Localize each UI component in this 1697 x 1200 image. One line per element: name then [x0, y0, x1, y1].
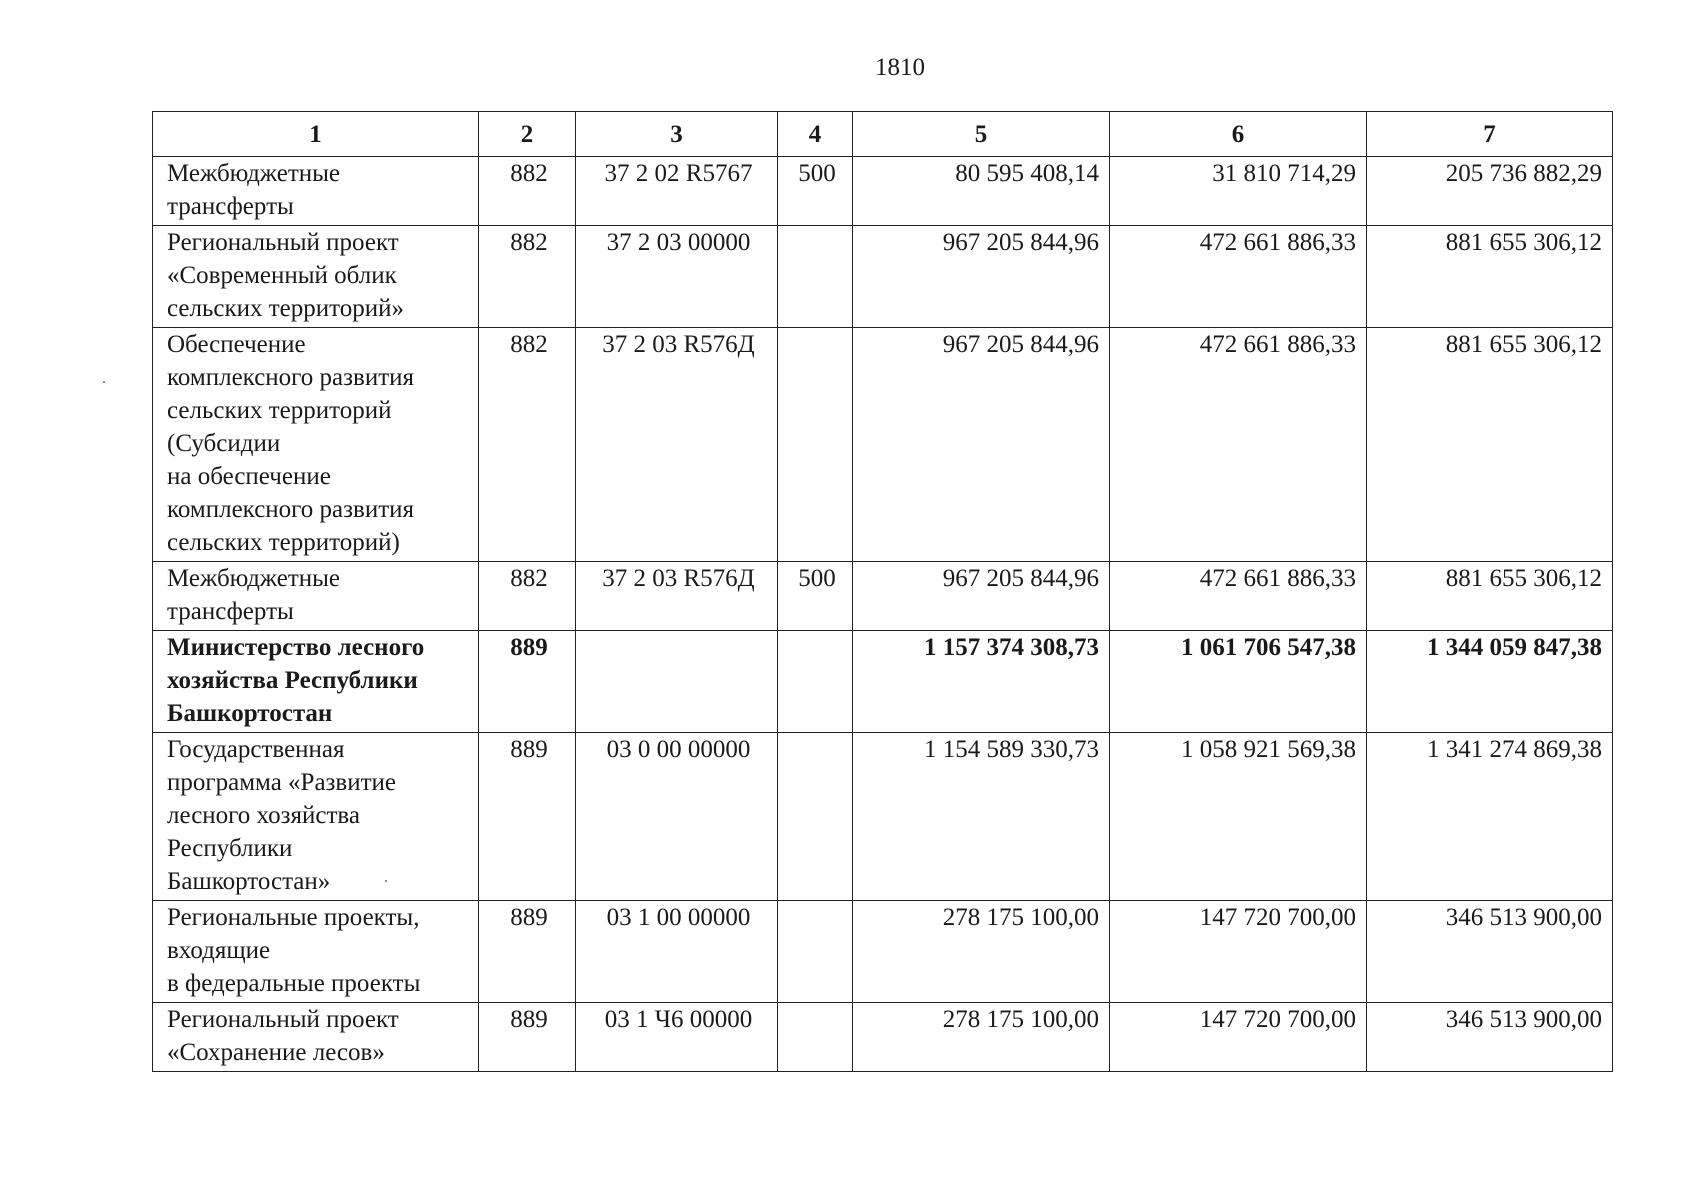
amount-col5-cell: 1 154 589 330,73: [853, 733, 1110, 901]
amount-col7-cell: 1 344 059 847,38: [1367, 631, 1613, 733]
amount-col6-cell: 472 661 886,33: [1110, 226, 1367, 328]
row-name-line: Министерство лесного: [167, 634, 425, 661]
row-name-cell: [153, 1003, 479, 1072]
row-name-line: входящие: [167, 937, 271, 964]
row-name-cell: [153, 226, 479, 328]
table-row: [153, 733, 1613, 901]
amount-col7-cell: 881 655 306,12: [1367, 562, 1613, 631]
amount-col5-cell: 1 157 374 308,73: [853, 631, 1110, 733]
amount-col7-cell: 346 513 900,00: [1367, 1003, 1613, 1072]
amount-col6-cell: 147 720 700,00: [1110, 1003, 1367, 1072]
table-row: [153, 328, 1613, 562]
page-number-text: 1810: [875, 54, 925, 81]
amount-col6-cell: 1 058 921 569,38: [1110, 733, 1367, 901]
target-item-code-cell: 03 1 00 00000: [576, 901, 778, 1003]
target-item-code-cell: 37 2 03 00000: [576, 226, 778, 328]
target-item-code-cell: 37 2 02 R5767: [576, 157, 778, 226]
target-item-code-cell: 37 2 03 R576Д: [576, 562, 778, 631]
expense-type-code-cell: [778, 226, 853, 328]
expense-type-code-cell: [778, 901, 853, 1003]
row-name-line: сельских территорий): [167, 529, 400, 556]
ministry-code-cell: 889: [479, 1003, 576, 1072]
row-name-line: Межбюджетные: [167, 565, 341, 592]
row-name-line: Республики: [167, 835, 293, 862]
row-name-line: Башкортостан: [167, 700, 333, 727]
amount-col7-cell: 881 655 306,12: [1367, 226, 1613, 328]
amount-col6-cell: 472 661 886,33: [1110, 328, 1367, 562]
table-row: [153, 901, 1613, 1003]
amount-col7-cell: 346 513 900,00: [1367, 901, 1613, 1003]
target-item-code-cell: 03 0 00 00000: [576, 733, 778, 901]
row-name-line: комплексного развития: [167, 364, 415, 391]
row-name-cell: [153, 157, 479, 226]
scan-speck: [103, 381, 105, 383]
ministry-code-cell: 882: [479, 157, 576, 226]
table-body: [153, 157, 1613, 1072]
amount-col6-cell: 1 061 706 547,38: [1110, 631, 1367, 733]
row-name-line: на обеспечение: [167, 463, 331, 490]
row-name-line: Обеспечение: [167, 331, 306, 358]
expense-type-code-cell: [778, 631, 853, 733]
ministry-code-cell: 889: [479, 901, 576, 1003]
column-header-7: 7: [1367, 112, 1613, 157]
row-name-line: сельских территорий: [167, 397, 392, 424]
row-name-line: трансферты: [167, 193, 294, 220]
column-header-5: 5: [853, 112, 1110, 157]
expense-type-code-cell: 500: [778, 157, 853, 226]
ministry-code-cell: 889: [479, 631, 576, 733]
amount-col5-cell: 278 175 100,00: [853, 901, 1110, 1003]
amount-col5-cell: 80 595 408,14: [853, 157, 1110, 226]
expense-type-code-cell: [778, 328, 853, 562]
amount-col7-cell: 205 736 882,29: [1367, 157, 1613, 226]
column-header-1: 1: [153, 112, 479, 157]
row-name-cell: [153, 631, 479, 733]
row-name-line: в федеральные проекты: [167, 970, 421, 997]
row-name-line: (Субсидии: [167, 430, 281, 457]
table-row: [153, 562, 1613, 631]
amount-col6-cell: 472 661 886,33: [1110, 562, 1367, 631]
amount-col7-cell: 1 341 274 869,38: [1367, 733, 1613, 901]
amount-col5-cell: 967 205 844,96: [853, 226, 1110, 328]
budget-table: [152, 111, 1613, 1072]
row-name-line: сельских территорий»: [167, 295, 404, 322]
row-name-line: Региональный проект: [167, 1006, 399, 1033]
amount-col5-cell: 967 205 844,96: [853, 562, 1110, 631]
row-name-cell: [153, 328, 479, 562]
row-name-line: «Сохранение лесов»: [167, 1039, 385, 1066]
row-name-cell: [153, 733, 479, 901]
target-item-code-cell: 37 2 03 R576Д: [576, 328, 778, 562]
row-name-line: Межбюджетные: [167, 160, 341, 187]
row-name-line: лесного хозяйства: [167, 802, 360, 829]
amount-col5-cell: 967 205 844,96: [853, 328, 1110, 562]
target-item-code-cell: [576, 631, 778, 733]
scan-speck: [385, 880, 387, 882]
row-name-line: хозяйства Республики: [167, 667, 418, 694]
row-name-cell: [153, 901, 479, 1003]
row-name-line: Региональный проект: [167, 229, 399, 256]
ministry-code-cell: 882: [479, 328, 576, 562]
column-header-4: 4: [778, 112, 853, 157]
row-name-cell: [153, 562, 479, 631]
column-header-3: 3: [576, 112, 778, 157]
row-name-line: трансферты: [167, 598, 294, 625]
row-name-line: «Современный облик: [167, 262, 397, 289]
row-name-line: Башкортостан»: [167, 868, 331, 895]
row-name-line: программа «Развитие: [167, 769, 397, 796]
amount-col7-cell: 881 655 306,12: [1367, 328, 1613, 562]
page-number: [0, 54, 1697, 82]
row-name-line: Государственная: [167, 736, 345, 763]
ministry-code-cell: 889: [479, 733, 576, 901]
expense-type-code-cell: 500: [778, 562, 853, 631]
table-row: [153, 1003, 1613, 1072]
amount-col5-cell: 278 175 100,00: [853, 1003, 1110, 1072]
row-name-line: комплексного развития: [167, 496, 415, 523]
table-row: [153, 226, 1613, 328]
target-item-code-cell: 03 1 Ч6 00000: [576, 1003, 778, 1072]
amount-col6-cell: 147 720 700,00: [1110, 901, 1367, 1003]
expense-type-code-cell: [778, 1003, 853, 1072]
column-header-6: 6: [1110, 112, 1367, 157]
table-row: [153, 157, 1613, 226]
amount-col6-cell: 31 810 714,29: [1110, 157, 1367, 226]
ministry-code-cell: 882: [479, 562, 576, 631]
row-name-line: Региональные проекты,: [167, 904, 420, 931]
column-header-2: 2: [479, 112, 576, 157]
header-row: [153, 112, 1613, 157]
expense-type-code-cell: [778, 733, 853, 901]
ministry-code-cell: 882: [479, 226, 576, 328]
table-row: [153, 631, 1613, 733]
